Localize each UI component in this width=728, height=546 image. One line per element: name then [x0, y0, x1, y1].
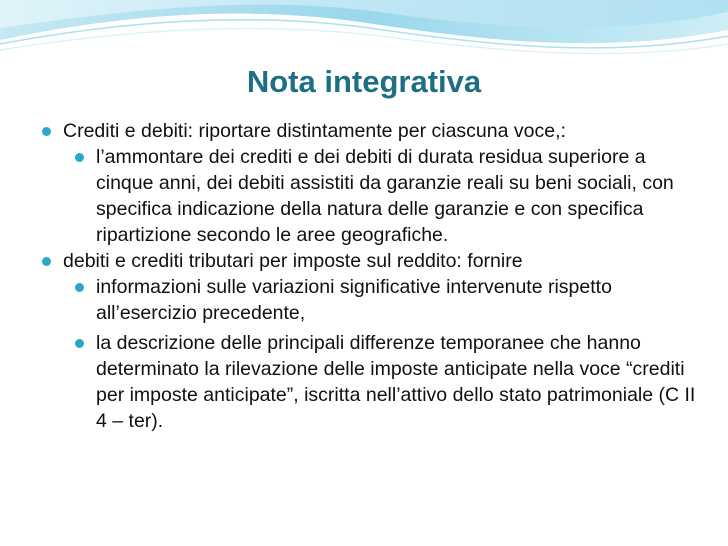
bullet-icon [75, 153, 84, 162]
bullet-list [0, 118, 728, 434]
list-item-text: debiti e crediti tributari per imposte sul reddito: fornire [63, 250, 523, 272]
slide-title: Nota integrativa [246, 64, 482, 99]
bullet-icon [75, 283, 84, 292]
list-item [0, 118, 703, 144]
bullet-icon [75, 339, 84, 348]
list-item [0, 248, 703, 274]
list-item-text: la descrizione delle principali differenze temporanee che hanno determinato la rilevazione delle imposte anticipate nella voce “crediti per imposte anticipate”, iscritta nell’attivo dello stato patrimoniale (C II 4 – ter). [96, 332, 696, 432]
bullet-icon [42, 127, 51, 136]
list-item [0, 274, 696, 326]
list-item-text: Crediti e debiti: riportare distintamente per ciascuna voce,: [63, 120, 566, 142]
bullet-icon [42, 257, 51, 266]
list-item [0, 144, 696, 248]
list-item-text: informazioni sulle variazioni significative intervenute rispetto all’esercizio precedente, [96, 276, 612, 324]
list-item [0, 330, 696, 434]
list-item-text: l’ammontare dei crediti e dei debiti di durata residua superiore a cinque anni, dei debiti assistiti da garanzie reali su beni sociali, con specifica indicazione della natura delle garanzie e con specifica ripartizione secondo le aree geografiche. [96, 146, 674, 246]
